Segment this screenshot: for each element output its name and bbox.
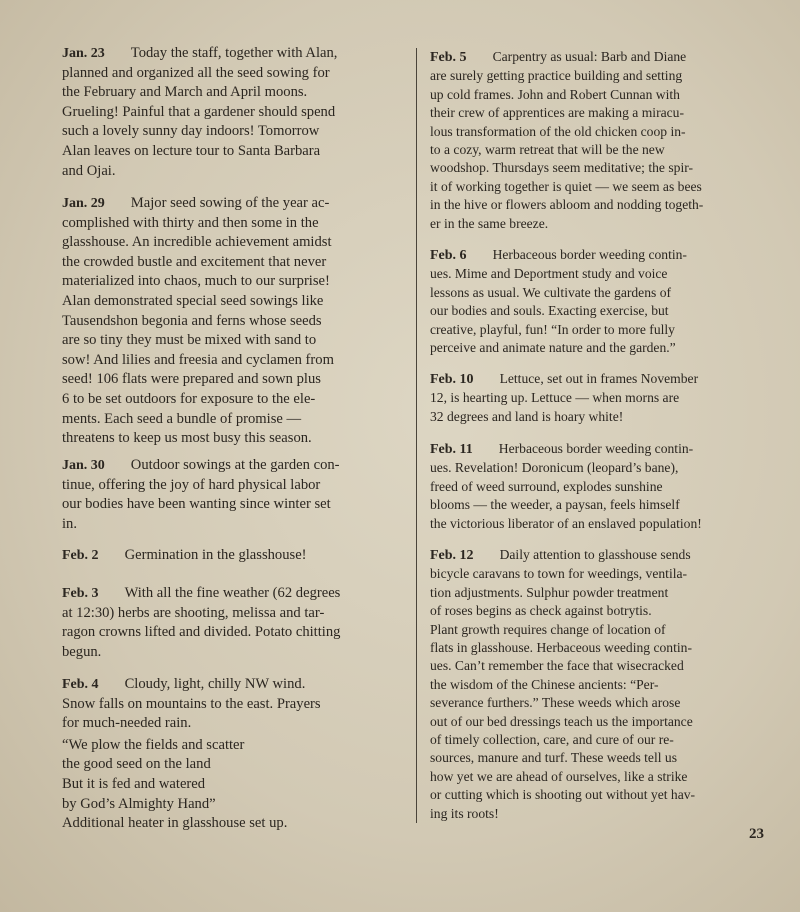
entry-line: Herbaceous border weeding contin- xyxy=(498,441,694,456)
entry-date: Feb. 10 xyxy=(430,372,474,387)
verse-line: “We plow the fields and scatter xyxy=(62,736,245,753)
entry-line: Lettuce, set out in frames November xyxy=(499,371,699,386)
entry-line: Grueling! Painful that a gardener should spend xyxy=(62,103,336,120)
entry-line: the victorious liberator of an enslaved population! xyxy=(430,515,702,531)
entry-line: our bodies and souls. Exacting exercise, but xyxy=(430,303,669,319)
entry-line: severance furthers.” These weeds which arose xyxy=(430,695,681,711)
entry-line: for much-needed rain. xyxy=(62,715,192,732)
entry-line: woodshop. Thursdays seem meditative; the spir- xyxy=(430,160,694,176)
column-divider xyxy=(416,48,417,823)
entry-line: sources, manure and turf. These weeds tell us xyxy=(430,750,678,766)
journal-entry-feb-5 xyxy=(430,48,770,233)
entry-line: glasshouse. An incredible achievement amidst xyxy=(62,234,332,251)
entry-date: Feb. 2 xyxy=(62,548,99,563)
entry-line: such a lovely sunny day indoors! Tomorrow xyxy=(62,123,320,140)
entry-line: in the hive or flowers abloom and nodding togeth- xyxy=(430,197,704,213)
entry-line: ing its roots! xyxy=(430,805,499,821)
entry-date: Feb. 5 xyxy=(430,50,467,65)
entry-line: Alan leaves on lecture tour to Santa Barbara xyxy=(62,142,321,159)
entry-date: Feb. 11 xyxy=(430,442,473,457)
entry-line: ues. Revelation! Doronicum (leopard’s bane), xyxy=(430,460,679,476)
entry-line: perceive and animate nature and the garden.” xyxy=(430,340,676,356)
entry-line: of roses begins as check against botrytis. xyxy=(430,603,652,619)
entry-line: how yet we are ahead of ourselves, like a strike xyxy=(430,768,688,784)
journal-entry-jan-23 xyxy=(62,44,407,181)
entry-line: 6 to be set outdoors for exposure to the ele- xyxy=(62,390,316,407)
entry-line: Herbaceous border weeding contin- xyxy=(492,247,687,262)
entry-date: Jan. 23 xyxy=(62,46,105,61)
entry-line: 12, is hearting up. Lettuce — when morns are xyxy=(430,390,680,406)
entry-line: and Ojai. xyxy=(62,162,116,179)
entry-line: threatens to keep us most busy this season. xyxy=(62,430,312,447)
entry-date: Feb. 3 xyxy=(62,586,99,601)
journal-entry-feb-11 xyxy=(430,440,770,533)
entry-line: tion adjustments. Sulphur powder treatment xyxy=(430,584,669,600)
entry-line: Alan demonstrated special seed sowings like xyxy=(62,292,324,309)
entry-line: at 12:30) herbs are shooting, melissa and tar- xyxy=(62,604,325,621)
journal-entry-feb-12 xyxy=(430,546,770,823)
entry-line: Carpentry as usual: Barb and Diane xyxy=(492,49,687,64)
verse-line: by God’s Almighty Hand” xyxy=(62,795,216,812)
entry-date: Feb. 4 xyxy=(62,677,99,692)
entry-line: to a cozy, warm retreat that will be the new xyxy=(430,142,665,158)
entry-line: ments. Each seed a bundle of promise — xyxy=(62,410,302,427)
entry-line: it of working together is quiet — we seem as bees xyxy=(430,178,702,194)
entry-line: the crowded bustle and excitement that never xyxy=(62,253,327,270)
entry-line: Snow falls on mountains to the east. Prayers xyxy=(62,695,321,712)
entry-line: materialized into chaos, much to our surprise! xyxy=(62,273,330,290)
entry-line: ues. Can’t remember the face that wisecracked xyxy=(430,658,684,674)
entry-line: Germination in the glasshouse! xyxy=(124,547,307,563)
entry-line: creative, playful, fun! “In order to more fully xyxy=(430,321,675,337)
entry-line: freed of weed surround, explodes sunshine xyxy=(430,478,663,494)
journal-entry-jan-30 xyxy=(62,456,407,534)
entry-line: flats in glasshouse. Herbaceous weeding contin- xyxy=(430,640,692,656)
entry-line: of timely collection, care, and cure of our re- xyxy=(430,732,674,748)
entry-line: complished with thirty and then some in the xyxy=(62,214,319,231)
entry-line: our bodies have been wanting since winter set xyxy=(62,496,331,513)
entry-line: are so tiny they must be mixed with sand to xyxy=(62,332,317,349)
verse-line: the good seed on the land xyxy=(62,756,211,773)
entry-line: ragon crowns lifted and divided. Potato chitting xyxy=(62,624,341,641)
entry-line: up cold frames. John and Robert Cunnan with xyxy=(430,86,680,102)
entry-line: Major seed sowing of the year ac- xyxy=(130,195,330,211)
journal-entry-feb-3 xyxy=(62,584,407,662)
journal-entry-feb-10 xyxy=(430,370,770,426)
entry-date: Jan. 30 xyxy=(62,458,105,473)
journal-entry-feb-6 xyxy=(430,246,770,357)
entry-date: Jan. 29 xyxy=(62,196,105,211)
entry-line: Tausendshon begonia and ferns whose seeds xyxy=(62,312,322,329)
entry-line: seed! 106 flats were prepared and sown plus xyxy=(62,371,321,388)
entry-line: the wisdom of the Chinese ancients: “Per- xyxy=(430,676,659,692)
journal-entry-feb-4 xyxy=(62,675,407,834)
entry-line: Today the staff, together with Alan, xyxy=(130,45,338,61)
entry-line: lous transformation of the old chicken coop in- xyxy=(430,123,686,139)
journal-entry-feb-2 xyxy=(62,546,407,566)
entry-line: sow! And lilies and freesia and cyclamen from xyxy=(62,351,334,368)
entry-line: tinue, offering the joy of hard physical labor xyxy=(62,476,321,493)
entry-line: planned and organized all the seed sowing for xyxy=(62,64,330,81)
entry-line: With all the fine weather (62 degrees xyxy=(124,585,341,601)
entry-date: Feb. 6 xyxy=(430,248,467,263)
entry-line: ues. Mime and Deportment study and voice xyxy=(430,266,668,282)
entry-line: Plant growth requires change of location of xyxy=(430,621,666,637)
entry-line: lessons as usual. We cultivate the gardens of xyxy=(430,284,672,300)
entry-line: 32 degrees and land is hoary white! xyxy=(430,408,624,424)
entry-line: Daily attention to glasshouse sends xyxy=(499,547,691,562)
journal-entry-jan-29 xyxy=(62,194,407,449)
entry-line: or cutting which is shooting out without yet hav- xyxy=(430,787,696,803)
entry-line: out of our bed dressings teach us the importance xyxy=(430,713,693,729)
entry-line: in. xyxy=(62,515,77,532)
entry-line: Outdoor sowings at the garden con- xyxy=(130,457,340,473)
page-number: 23 xyxy=(749,826,764,842)
entry-line: begun. xyxy=(62,643,102,660)
entry-line: blooms — the weeder, a paysan, feels himself xyxy=(430,497,680,513)
entry-line: bicycle caravans to town for weedings, ventila- xyxy=(430,566,688,582)
entry-date: Feb. 12 xyxy=(430,548,474,563)
entry-line: the February and March and April moons. xyxy=(62,84,308,101)
entry-line: their crew of apprentices are making a miracu- xyxy=(430,105,685,121)
entry-line: are surely getting practice building and setting xyxy=(430,68,683,84)
entry-line: Cloudy, light, chilly NW wind. xyxy=(124,676,306,692)
entry-line: Additional heater in glasshouse set up. xyxy=(62,815,288,832)
entry-line: er in the same breeze. xyxy=(430,215,549,231)
verse-line: But it is fed and watered xyxy=(62,775,206,792)
